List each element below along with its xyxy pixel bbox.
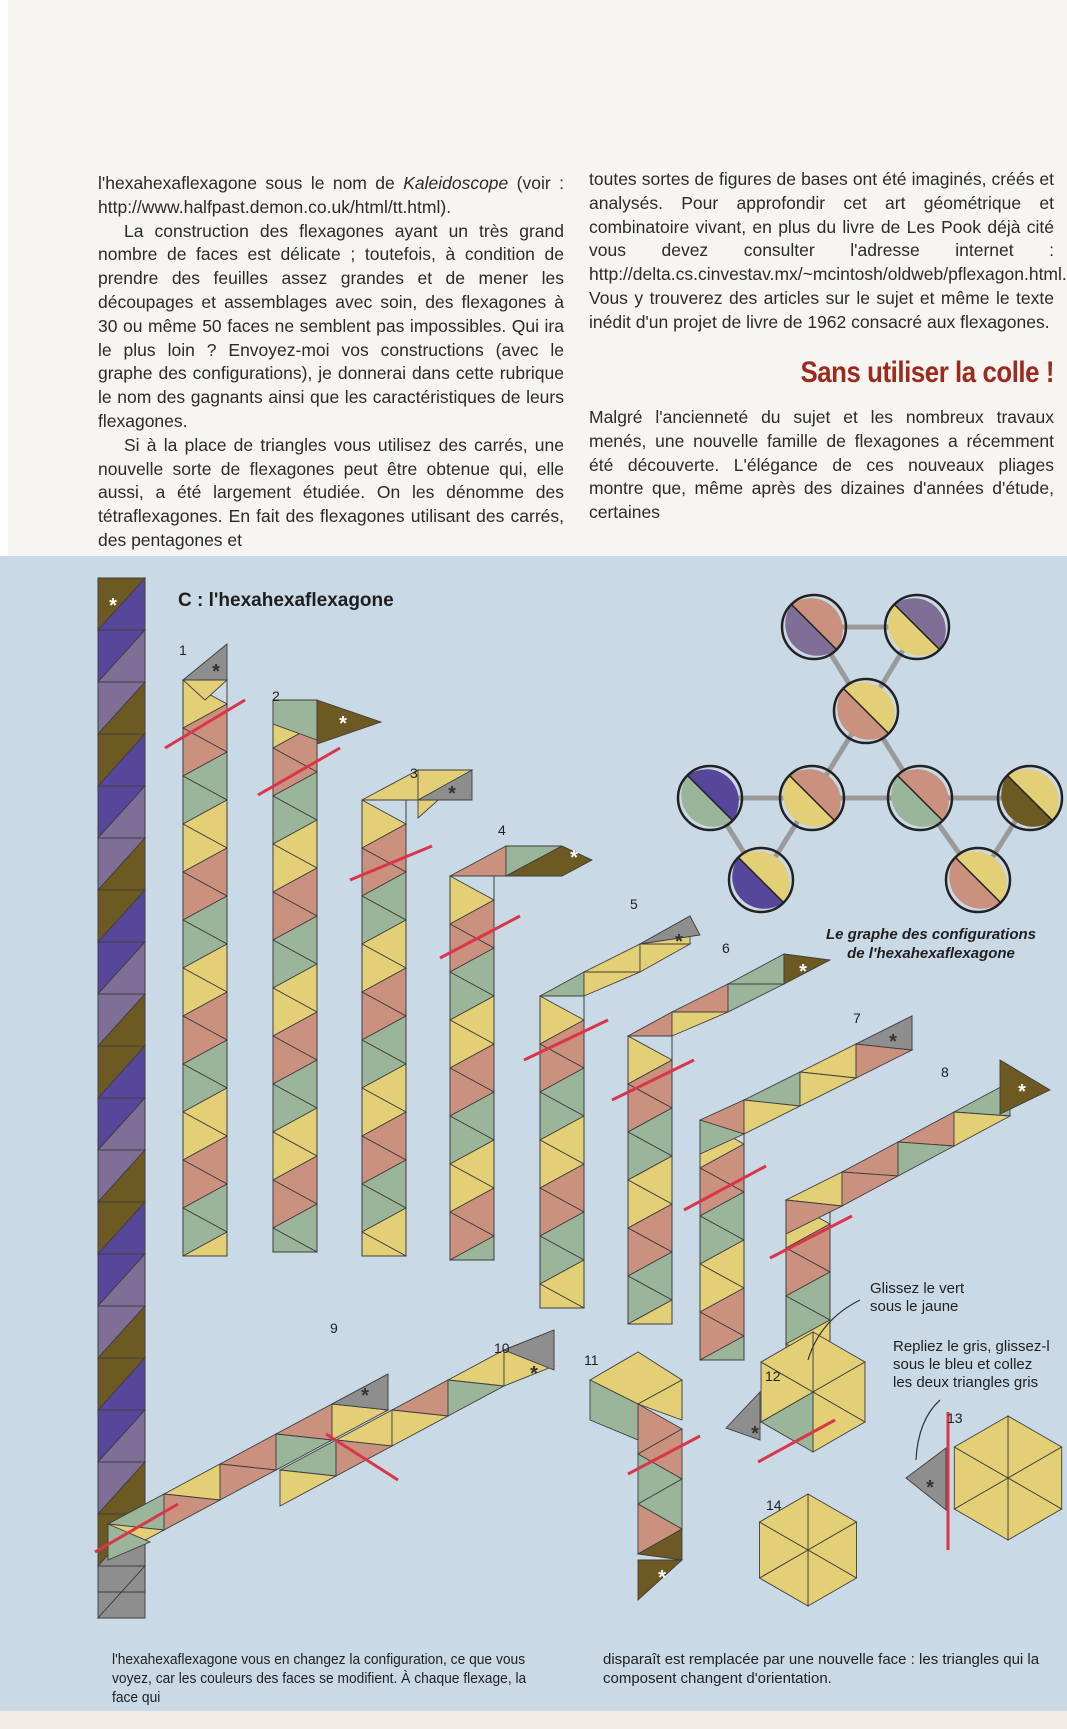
star-mark: * [212,661,220,683]
arm-triangle [744,1100,800,1134]
head-triangle [540,972,584,996]
paragraph-4: toutes sortes de figures de bases ont été imaginés, créés et analysés. Pour approfondir cet art géométrique et combinatoire vivant, en plus du livre de Les Pook déjà cité vous devez consulter l'adresse internet : http://delta.cs.cinvestav.mx/~mcintosh/oldweb/pflexagon.html. Vous y trouverez des articles sur le sujet et même le texte inédit d'un projet de livre de 1962 consacré aux flexagones. [589,169,1067,332]
step-label: 2 [272,688,280,704]
arm-triangle [898,1142,954,1176]
arm-triangle [954,1112,1010,1146]
step-label: 11 [584,1352,599,1368]
head-triangle [640,916,700,944]
head-triangle [584,944,640,972]
paragraph-2: La construction des flexagones ayant un très grand nombre de faces est délicate ; toutefois, à condition de prendre des feuilles assez grandes et de mener les découpages et assemblages avec soin, des flexagones à 30 ou même 50 faces ne semblent pas impossibles. Qui ira le plus loin ? Envoyez-moi vos constructions (avec le graphe des configurations), je donnerai dans cette rubrique le nom des gagnants ainsi que les caractéristiques de leurs flexagones. [98,220,564,431]
step-label: 13 [947,1410,963,1426]
section-heading: Sans utiliser la colle ! [800,356,1054,389]
step-label: 3 [410,765,418,781]
step-label: 1 [179,642,187,658]
graph-caption: Le graphe des configurations de l'hexahexaflexagone [825,926,1037,962]
kaleidoscope-title: Kaleidoscope [403,173,509,193]
figure-title: C : l'hexahexaflexagone [178,590,394,611]
head-triangle [628,1012,672,1036]
step-label: 14 [766,1497,782,1513]
head-triangle [856,1016,912,1050]
step-label: 5 [630,896,638,912]
star-mark: * [658,1567,666,1589]
diag-triangle [392,1410,448,1446]
star-mark: * [448,783,456,805]
figure-caption-right: disparaît est remplacée par une nouvelle face : les triangles qui la composent changent d'orientation. [603,1651,1040,1687]
diag-triangle [164,1494,220,1530]
figure-caption-left: l'hexahexaflexagone vous en changez la configuration, ce que vous voyez, car les couleurs des faces se modifient. À chaque flexage, la face qui [112,1651,527,1706]
step-label: 9 [330,1320,338,1336]
head-triangle [332,1374,388,1410]
page-bottom-edge [0,1711,1067,1729]
step-label: 4 [498,822,506,838]
step-label: 10 [494,1340,510,1356]
paragraph-5: Malgré l'ancienneté du sujet et les nombreux travaux menés, une nouvelle famille de flexagones a récemment été découverte. L'élégance de ces nouveaux pliages montre que, même après des dizaines d'années d'étude, certaines [589,407,1054,523]
star-mark: * [799,961,807,983]
star-mark: * [530,1363,538,1385]
star-mark: * [751,1423,759,1445]
head-triangle [317,700,381,744]
head-triangle [450,846,506,876]
diag-triangle [448,1380,504,1416]
arm-triangle [800,1072,856,1106]
diag-triangle [220,1464,276,1500]
arm-triangle [842,1142,898,1176]
star-mark: * [1018,1081,1026,1103]
star-mark: * [675,931,683,953]
star-mark: * [109,595,117,617]
paragraph-1: l'hexahexaflexagone sous le nom de Kaleidoscope (voir : http://www.halfpast.demon.co.uk/html/tt.html). [98,173,564,217]
head-triangle [672,984,728,1012]
instruction-note-1: Glissez le vert sous le jaune [870,1280,965,1315]
step-label: 12 [765,1368,781,1384]
arm-triangle [842,1172,898,1206]
diag-triangle [280,1470,336,1506]
arm-triangle [898,1112,954,1146]
step-label: 8 [941,1064,949,1080]
step-label: 7 [853,1010,861,1026]
star-mark: * [339,713,347,735]
note-2-pointer [916,1400,940,1460]
paragraph-3: Si à la place de triangles vous utilisez des carrés, une nouvelle sorte de flexagones peut être obtenue qui, elle aussi, a été largement étudiée. On les dénomme des tétraflexagones. En fait des flexagones utilisant des carrés, des pentagones et [98,434,564,550]
star-mark: * [889,1031,897,1053]
instruction-note-2: Repliez le gris, glissez-l sous le bleu et collez les deux triangles gris [893,1338,1050,1391]
head-triangle [728,954,784,984]
head-triangle [584,972,640,996]
step-label: 6 [722,940,730,956]
star-mark: * [570,847,578,869]
head-triangle [672,1012,728,1036]
star-mark: * [361,1385,369,1407]
head-triangle [183,644,227,680]
star-mark: * [926,1477,934,1499]
head-triangle [728,984,784,1012]
